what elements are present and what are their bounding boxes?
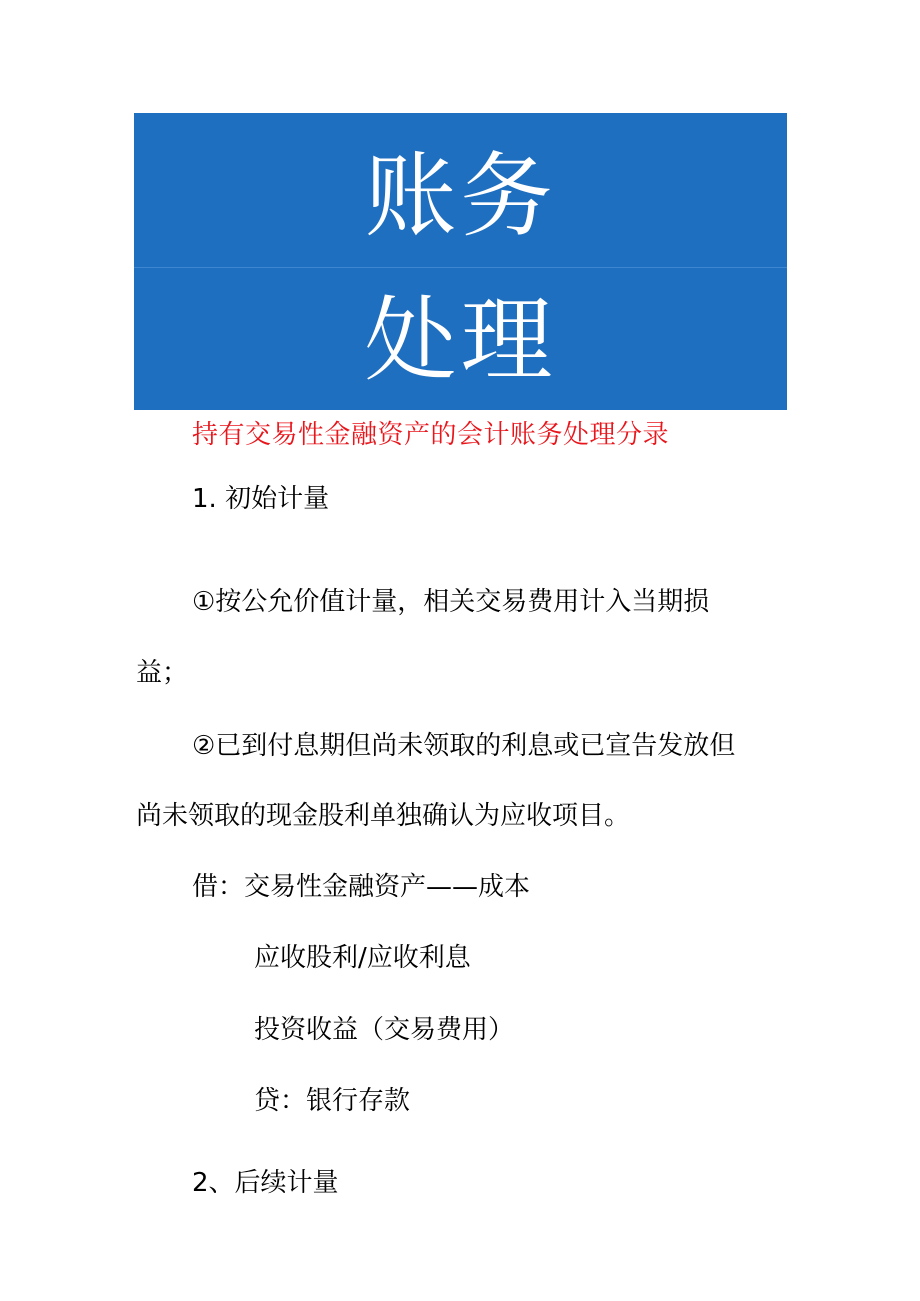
banner-title-line2: 处理 — [364, 287, 557, 394]
journal-credit-line: 贷：银行存款 — [254, 1086, 411, 1116]
journal-debit-item3: 投资收益（交易费用） — [254, 1015, 515, 1045]
item2-text-line2: 尚未领取的现金股利单独确认为应收项目。 — [136, 801, 631, 831]
banner-divider — [134, 267, 787, 268]
title-banner — [134, 113, 787, 410]
section2-heading: 2、后续计量 — [192, 1168, 339, 1198]
section1-heading: 1. 初始计量 — [192, 484, 330, 514]
document-subtitle: 持有交易性金融资产的会计账务处理分录 — [192, 420, 670, 450]
journal-debit-line: 借：交易性金融资产——成本 — [192, 872, 531, 902]
journal-debit-item2: 应收股利/应收利息 — [254, 943, 471, 973]
banner-title-line1: 账务 — [364, 143, 557, 250]
item1-text-line2: 益； — [136, 658, 189, 688]
item1-text-line1: ①按公允价值计量，相关交易费用计入当期损 — [192, 587, 710, 617]
item2-text-line1: ②已到付息期但尚未领取的利息或已宣告发放但 — [192, 731, 736, 761]
